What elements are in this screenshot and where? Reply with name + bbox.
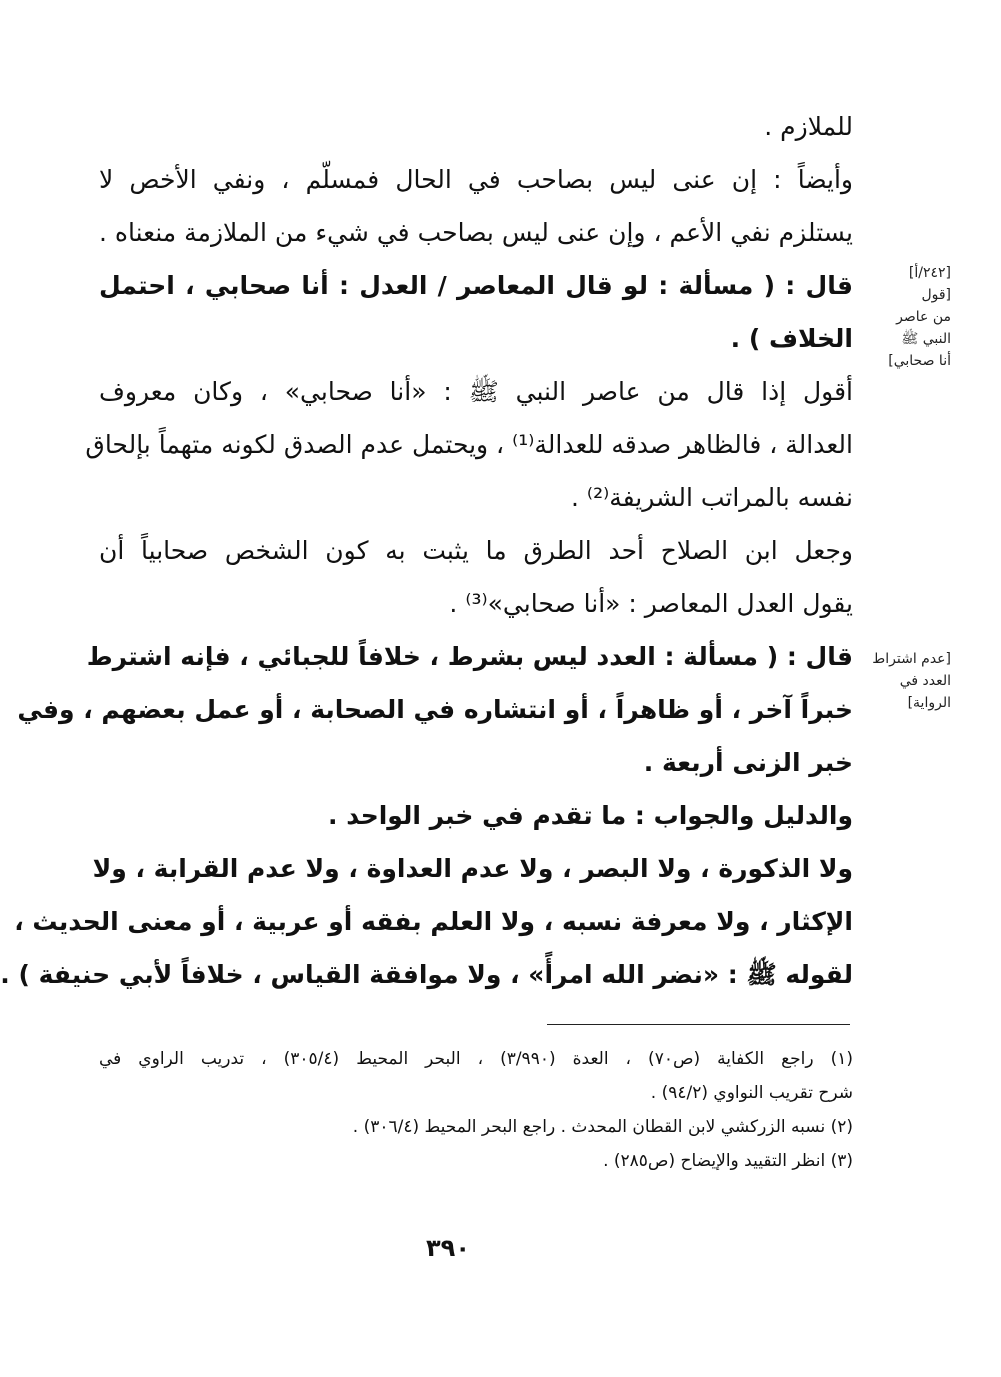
text-line-4: قال : ( مسألة : لو قال المعاصر / العدل : أنا صحابي ، احتمل: [99, 271, 853, 300]
margin-note-line: من عاصر: [896, 309, 951, 325]
footnote-1: (١) راجع الكفاية (ص٧٠) ، العدة (٣/٩٩٠) ، البحر المحيط (٣٠٥/٤) ، تدريب الراوي في: [99, 1049, 853, 1069]
folio-reference: [٢٤٢/أ]: [908, 265, 951, 281]
footnote-1-continuation: شرح تقريب النواوي (٩٤/٢) .: [650, 1083, 853, 1103]
text-line-7: العدالة ، فالظاهر صدقه للعدالة⁽¹⁾ ، ويحتمل عدم الصدق لكونه متهماً بإلحاق: [85, 430, 853, 459]
footnote-separator: [547, 1024, 850, 1025]
text-line-1: للملازم .: [764, 112, 853, 141]
text-line-17: لقوله ﷺ : «نضر الله امرأً» ، ولا موافقة القياس ، خلافاً لأبي حنيفة ) .: [0, 960, 853, 989]
text-line-10: يقول العدل المعاصر : «أنا صحابي»⁽³⁾ .: [449, 589, 853, 618]
text-line-6: أقول إذا قال من عاصر النبي ﷺ : «أنا صحابي» ، وكان معروف: [99, 377, 853, 406]
margin-note-line: الرواية]: [907, 695, 951, 711]
margin-note-line: النبي ﷺ: [901, 331, 951, 347]
text-line-14: والدليل والجواب : ما تقدم في خبر الواحد .: [328, 801, 853, 830]
main-text-block: [0, 100, 853, 1001]
text-line-16: الإكثار ، ولا معرفة نسبه ، ولا العلم بفقه أو عربية ، أو معنى الحديث ،: [14, 907, 853, 936]
text-line-9: وجعل ابن الصلاح أحد الطرق ما يثبت به كون الشخص صحابياً أن: [99, 536, 853, 565]
text-line-2: وأيضاً : إن عنى ليس بصاحب في الحال فمسلّم ، ونفي الأخص لا: [99, 165, 853, 194]
margin-note-number-condition: [859, 648, 951, 714]
margin-note-line: [عدم اشتراط: [872, 651, 951, 667]
margin-note-line: أنا صحابي]: [888, 353, 951, 369]
text-line-3: يستلزم نفي الأعم ، وإن عنى ليس بصاحب في شيء من الملازمة منعناه .: [99, 218, 853, 247]
text-line-11: قال : ( مسألة : العدد ليس بشرط ، خلافاً للجبائي ، فإنه اشترط: [86, 642, 853, 671]
margin-note-line: [قول: [921, 287, 951, 303]
text-line-13: خبر الزنى أربعة .: [643, 748, 853, 777]
footnote-3: (٣) انظر التقييد والإيضاح (ص٢٨٥) .: [603, 1151, 853, 1171]
text-line-15: ولا الذكورة ، ولا البصر ، ولا عدم العداوة ، ولا عدم القرابة ، ولا: [92, 854, 853, 883]
margin-note-contemporary: [859, 262, 951, 372]
margin-note-line: العدد في: [899, 673, 951, 689]
footnotes-block: [99, 1042, 853, 1178]
text-line-12: خبراً آخر ، أو ظاهراً ، أو انتشاره في الصحابة ، أو عمل بعضهم ، وفي: [17, 695, 853, 724]
text-line-8: نفسه بالمراتب الشريفة⁽²⁾ .: [571, 483, 853, 512]
text-line-5: الخلاف ) .: [730, 324, 853, 353]
footnote-2: (٢) نسبه الزركشي لابن القطان المحدث . راجع البحر المحيط (٣٠٦/٤) .: [352, 1117, 853, 1137]
page-number: ٣٩٠: [426, 1234, 470, 1262]
